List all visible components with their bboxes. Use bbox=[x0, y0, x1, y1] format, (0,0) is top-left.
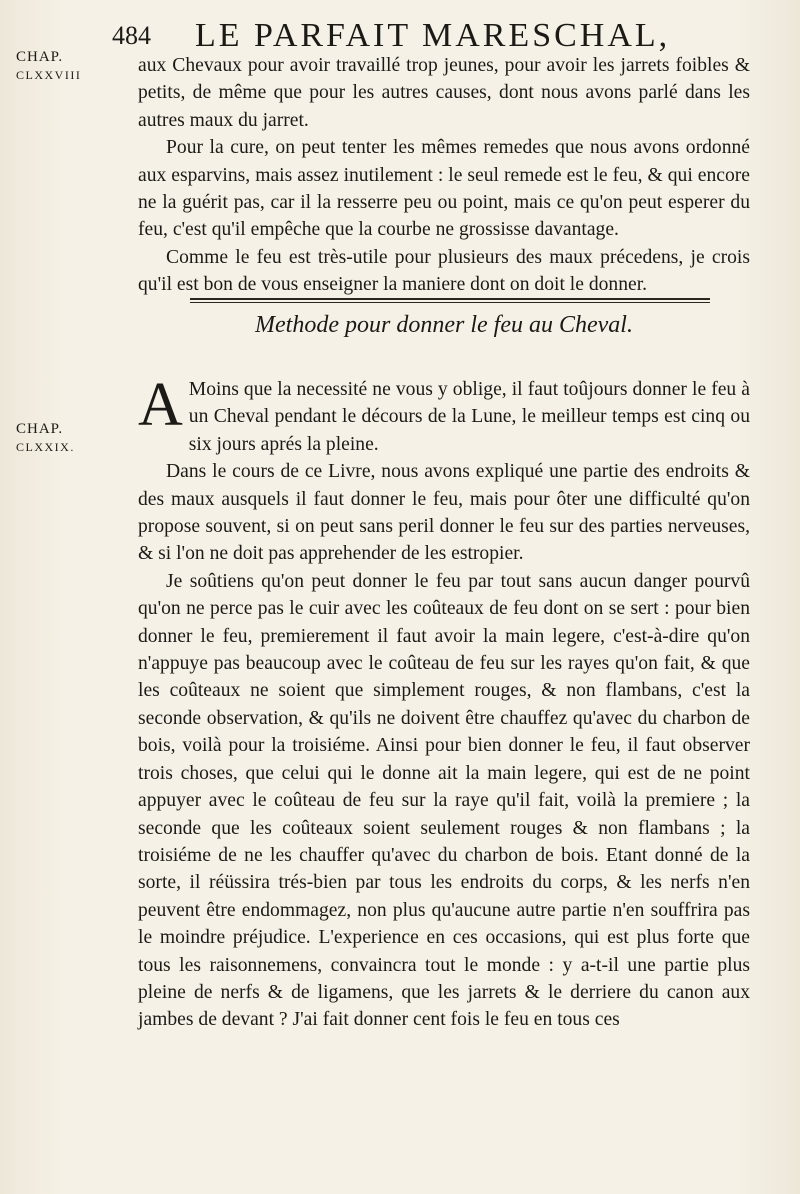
paragraph: Comme le feu est très-utile pour plusieurs des maux précedens, je crois qu'il est bon de vous enseigner la maniere dont on doit le donner. bbox=[138, 246, 750, 296]
section-title: Methode pour donner le feu au Cheval. bbox=[255, 312, 633, 338]
paragraph: aux Chevaux pour avoir travaillé trop jeunes, pour avoir les jarrets foibles & petits, de même que pour les autres causes, dont nous avons parlé dans les autres maux du jarret. bbox=[138, 55, 750, 131]
paragraph: Je soûtiens qu'on peut donner le feu par tout sans aucun danger pourvû qu'on ne perce pas le cuir avec les coûteaux de feu dont on se sert : pour bien donner le feu, premierement il faut avoir la main legere, c'est-à-dire qu'on n'appuye pas beaucoup avec le coûteau de feu sur les rayes qu'on fait, & que les coûteaux ne soient que simplement rouges, & non flambans, c'est la seconde observation, & qu'ils ne doivent être chauffez qu'avec du charbon de bois, voilà pour la troisiéme. Ainsi pour bien donner le feu, il faut observer trois choses, que celui qui le donne ait la main legere, qui est de ne point appuyer avec le coûteau de feu sur la raye qu'il fait, voilà la premiere ; la seconde que les coûteaux soient seulement rouges & non flambans ; la troisiéme de ne les chauffer qu'avec du charbon de bois. Etant donné de la sorte, il réüssira trés-bien par tous les endroits du corps, & les nerfs n'en peuvent être endommagez, non plus qu'aucune autre partie n'en souffrira pas le moindre préjudice. L'experience en ces occasions, qui est plus forte que tous les raisonnemens, convaincra tout le monde : y a-t-il une partie plus pleine de nerfs & de ligamens, que les jarrets & le derriere du canon aux jambes de devant ? J'ai fait donner cent fois le feu en tous ces bbox=[138, 570, 750, 1031]
running-head: LE PARFAIT MARESCHAL, bbox=[195, 17, 671, 54]
margin-note-chapter-179 bbox=[16, 420, 126, 456]
section-divider bbox=[190, 298, 710, 300]
top-text-block bbox=[138, 52, 750, 299]
margin-note-label: CHAP. bbox=[16, 421, 64, 437]
paragraph: Dans le cours de ce Livre, nous avons expliqué une partie des endroits & des maux ausquels il faut donner le feu, mais pour ôter une difficulté qu'on propose souvent, si on peut sans peril donner le feu sur des parties nerveuses, & si l'on ne doit pas apprehender de les estropier. bbox=[138, 461, 750, 565]
page-number: 484 bbox=[112, 21, 151, 50]
paragraph: Pour la cure, on peut tenter les mêmes remedes que nous avons ordonné aux esparvins, mais assez inutilement : le seul remede est le feu, & qui encore ne la guérit pas, car il la resserre peu ou point, mais ce qu'on peut esperer du feu, c'est qu'il empêche que la courbe ne grossisse davantage. bbox=[138, 137, 750, 241]
opening-paragraph-text: Moins que la necessité ne vous y oblige, il faut toûjours donner le feu à un Cheval pendant le décours de la Lune, le meilleur temps est cinq ou six jours aprés la pleine. bbox=[188, 379, 750, 455]
margin-note-chapter-178 bbox=[16, 48, 126, 84]
margin-note-number: CLXXIX. bbox=[16, 440, 75, 454]
margin-note-label: CHAP. bbox=[16, 49, 64, 65]
margin-note-number: CLXXVIII bbox=[16, 68, 82, 82]
opening-paragraph bbox=[138, 371, 750, 458]
drop-cap: A bbox=[138, 371, 183, 439]
main-text-block bbox=[138, 371, 750, 1034]
